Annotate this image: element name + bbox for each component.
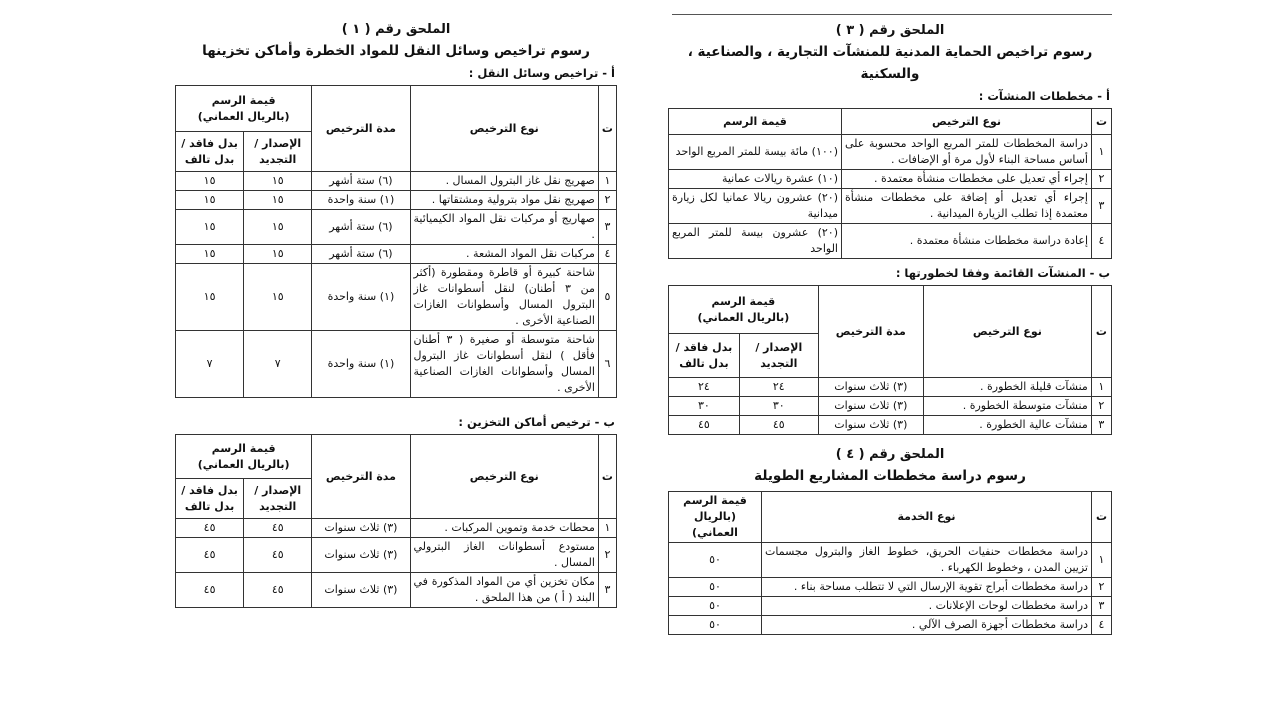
row-lost-fee: ٤٥ bbox=[669, 416, 740, 435]
header-num: ت bbox=[598, 435, 616, 519]
storage-licenses-table bbox=[175, 434, 617, 608]
row-lost-fee: ١٥ bbox=[176, 245, 244, 264]
row-num: ١ bbox=[1092, 543, 1112, 578]
header-license-type: نوع الترخيص bbox=[923, 286, 1091, 378]
row-duration: (١) سنة واحدة bbox=[312, 191, 410, 210]
table-row bbox=[669, 224, 1112, 259]
row-fee: (١٠٠) مائة بيسة للمتر المربع الواحد bbox=[669, 135, 842, 170]
table-row bbox=[176, 191, 617, 210]
plans-fees-table bbox=[668, 108, 1112, 259]
table-row bbox=[669, 170, 1112, 189]
row-num: ٢ bbox=[598, 191, 616, 210]
header-num: ت bbox=[1092, 109, 1112, 135]
row-num: ٥ bbox=[598, 264, 616, 331]
long-projects-table bbox=[668, 491, 1112, 635]
row-type: دراسة المخططات للمتر المربع الواحد محسوبة على أساس مساحة البناء لأول مرة أو الإضافات . bbox=[842, 135, 1092, 170]
header-lost-damaged: بدل فاقد / بدل تالف bbox=[176, 132, 244, 172]
row-fee: (١٠) عشرة ريالات عمانية bbox=[669, 170, 842, 189]
row-num: ٢ bbox=[598, 538, 616, 573]
table-row bbox=[176, 264, 617, 331]
header-num: ت bbox=[1091, 286, 1111, 378]
row-type: إعادة دراسة مخططات منشأة معتمدة . bbox=[842, 224, 1092, 259]
header-fee-currency: (بالريال العماني) bbox=[697, 310, 790, 324]
row-fee: (٢٠) عشرون بيسة للمتر المربع الواحد bbox=[669, 224, 842, 259]
row-num: ١ bbox=[1092, 135, 1112, 170]
row-duration: (١) سنة واحدة bbox=[312, 264, 410, 331]
appendix-4-subtitle: رسوم دراسة مخططات المشاريع الطويلة bbox=[754, 468, 1026, 484]
header-num: ت bbox=[598, 86, 616, 172]
header-fee-value: قيمة الرسم bbox=[711, 294, 776, 308]
row-num: ٤ bbox=[1092, 616, 1112, 635]
table-row bbox=[176, 245, 617, 264]
row-issue-fee: ١٥ bbox=[244, 210, 312, 245]
row-type: صهريج نقل غاز البترول المسال . bbox=[410, 172, 598, 191]
row-fee: (٢٠) عشرون ريالا عمانيا لكل زيارة ميدانية bbox=[669, 189, 842, 224]
row-duration: (٣) ثلاث سنوات bbox=[818, 378, 923, 397]
row-issue-fee: ٤٥ bbox=[244, 519, 312, 538]
row-type: مركبات نقل المواد المشعة . bbox=[410, 245, 598, 264]
header-lost-damaged: بدل فاقد / بدل تالف bbox=[669, 334, 740, 378]
row-issue-fee: ٣٠ bbox=[739, 397, 818, 416]
header-fee bbox=[669, 286, 819, 334]
header-fee-value: قيمة الرسم bbox=[211, 441, 276, 455]
table-row bbox=[669, 189, 1112, 224]
table-row bbox=[176, 210, 617, 245]
row-num: ٣ bbox=[598, 573, 616, 608]
table-row bbox=[669, 616, 1112, 635]
appendix-1-subtitle: رسوم تراخيص وسائل النقل للمواد الخطرة وأماكن تخزينها bbox=[202, 43, 590, 59]
row-issue-fee: ١٥ bbox=[244, 191, 312, 210]
table-row bbox=[669, 543, 1112, 578]
header-num: ت bbox=[1092, 492, 1112, 543]
row-num: ٣ bbox=[1091, 416, 1111, 435]
row-duration: (٦) ستة أشهر bbox=[312, 172, 410, 191]
header-fee-currency: (بالريال العماني) bbox=[197, 109, 290, 123]
header-fee bbox=[669, 492, 762, 543]
row-duration: (٣) ثلاث سنوات bbox=[818, 397, 923, 416]
appendix-4-title: الملحق رقم ( ٤ ) bbox=[835, 447, 945, 462]
row-issue-fee: ٤٥ bbox=[244, 573, 312, 608]
row-fee: ٥٠ bbox=[669, 597, 762, 616]
row-type: شاحنة متوسطة أو صغيرة ( ٣ أطنان فأقل ) لنقل أسطوانات غاز البترول المسال وأسطوانات الغازات الصناعية الأخرى . bbox=[410, 331, 598, 398]
row-type: دراسة مخططات أبراج تقوية الإرسال التي لا تتطلب مساحة بناء . bbox=[762, 578, 1092, 597]
row-lost-fee: ٤٥ bbox=[176, 538, 244, 573]
appendix-3-subtitle: رسوم تراخيص الحماية المدنية للمنشآت التجارية ، والصناعية ، والسكنية bbox=[687, 44, 1093, 82]
table-row bbox=[176, 573, 617, 608]
row-num: ٤ bbox=[1092, 224, 1112, 259]
table-row bbox=[669, 416, 1112, 435]
row-lost-fee: ٤٥ bbox=[176, 573, 244, 608]
row-lost-fee: ١٥ bbox=[176, 264, 244, 331]
row-num: ١ bbox=[1091, 378, 1111, 397]
row-type: منشآت عالية الخطورة . bbox=[923, 416, 1091, 435]
row-type: مستودع أسطوانات الغاز البترولي المسال . bbox=[410, 538, 598, 573]
row-issue-fee: ١٥ bbox=[244, 264, 312, 331]
header-license-type: نوع الترخيص bbox=[410, 435, 598, 519]
row-issue-fee: ٤٥ bbox=[244, 538, 312, 573]
appendix-1-section-b-heading: ب - ترخيص أماكن التخزين : bbox=[458, 415, 615, 429]
header-fee-value: قيمة الرسم bbox=[211, 93, 276, 107]
row-type: منشآت قليلة الخطورة . bbox=[923, 378, 1091, 397]
row-duration: (٣) ثلاث سنوات bbox=[818, 416, 923, 435]
row-lost-fee: ٧ bbox=[176, 331, 244, 398]
table-row bbox=[176, 172, 617, 191]
table-row bbox=[176, 331, 617, 398]
row-duration: (٦) ستة أشهر bbox=[312, 210, 410, 245]
appendix-1-section-a-heading: أ - تراخيص وسائل النقل : bbox=[468, 66, 615, 80]
row-type: صهاريج أو مركبات نقل المواد الكيميائية . bbox=[410, 210, 598, 245]
facilities-risk-table bbox=[668, 285, 1112, 435]
vehicle-licenses-table bbox=[175, 85, 617, 398]
row-num: ١ bbox=[598, 519, 616, 538]
row-duration: (٣) ثلاث سنوات bbox=[312, 538, 410, 573]
row-lost-fee: ١٥ bbox=[176, 172, 244, 191]
row-type: إجراء أي تعديل أو إضافة على مخططات منشأة معتمدة إذا تطلب الزيارة الميدانية . bbox=[842, 189, 1092, 224]
appendix-3-title: الملحق رقم ( ٣ ) bbox=[835, 23, 945, 38]
row-lost-fee: ٢٤ bbox=[669, 378, 740, 397]
header-fee bbox=[176, 86, 312, 132]
row-type: مكان تخزين أي من المواد المذكورة في البند ( أ ) من هذا الملحق . bbox=[410, 573, 598, 608]
table-row bbox=[669, 597, 1112, 616]
row-num: ٣ bbox=[1092, 189, 1112, 224]
row-lost-fee: ١٥ bbox=[176, 210, 244, 245]
header-issue-renew: الإصدار / التجديد bbox=[244, 479, 312, 519]
header-license-type: نوع الترخيص bbox=[410, 86, 598, 172]
row-num: ٢ bbox=[1092, 578, 1112, 597]
header-license-type: نوع الترخيص bbox=[842, 109, 1092, 135]
header-duration: مدة الترخيص bbox=[312, 86, 410, 172]
appendix-3-section-a-heading: أ - مخططات المنشآت : bbox=[978, 89, 1110, 103]
appendix-1-title: الملحق رقم ( ١ ) bbox=[341, 22, 451, 37]
header-service-type: نوع الخدمة bbox=[762, 492, 1092, 543]
row-issue-fee: ١٥ bbox=[244, 245, 312, 264]
row-num: ٤ bbox=[598, 245, 616, 264]
row-num: ٢ bbox=[1091, 397, 1111, 416]
appendix-1 bbox=[175, 20, 617, 608]
row-type: دراسة مخططات حنفيات الحريق، خطوط الغاز والبترول مجسمات تزيين المدن ، وخطوط الكهرباء . bbox=[762, 543, 1092, 578]
header-duration: مدة الترخيص bbox=[312, 435, 410, 519]
row-type: دراسة مخططات لوحات الإعلانات . bbox=[762, 597, 1092, 616]
row-fee: ٥٠ bbox=[669, 578, 762, 597]
table-row bbox=[176, 519, 617, 538]
row-type: دراسة مخططات أجهزة الصرف الآلي . bbox=[762, 616, 1092, 635]
row-issue-fee: ١٥ bbox=[244, 172, 312, 191]
header-fee-value: قيمة الرسم bbox=[669, 109, 842, 135]
row-type: شاحنة كبيرة أو قاطرة ومقطورة (أكثر من ٣ أطنان) لنقل أسطوانات غاز البترول المسال وأسطوانات الغازات الصناعية الأخرى . bbox=[410, 264, 598, 331]
row-duration: (٣) ثلاث سنوات bbox=[312, 519, 410, 538]
header-fee bbox=[176, 435, 312, 479]
row-lost-fee: ٣٠ bbox=[669, 397, 740, 416]
appendix-3-section-b-heading: ب - المنشآت القائمة وفقا لخطورتها : bbox=[895, 266, 1110, 280]
table-row bbox=[669, 135, 1112, 170]
row-type: صهريج نقل مواد بترولية ومشتقاتها . bbox=[410, 191, 598, 210]
row-duration: (٣) ثلاث سنوات bbox=[312, 573, 410, 608]
header-issue-renew: الإصدار / التجديد bbox=[739, 334, 818, 378]
table-row bbox=[176, 538, 617, 573]
row-type: منشآت متوسطة الخطورة . bbox=[923, 397, 1091, 416]
row-duration: (١) سنة واحدة bbox=[312, 331, 410, 398]
header-fee-currency: (بالريال العماني) bbox=[197, 457, 290, 471]
table-row bbox=[669, 578, 1112, 597]
row-issue-fee: ٧ bbox=[244, 331, 312, 398]
header-duration: مدة الترخيص bbox=[818, 286, 923, 378]
top-divider bbox=[672, 14, 1112, 15]
row-issue-fee: ٢٤ bbox=[739, 378, 818, 397]
header-fee-value: قيمة الرسم bbox=[683, 494, 747, 507]
row-type: إجراء أي تعديل على مخططات منشأة معتمدة . bbox=[842, 170, 1092, 189]
row-num: ٦ bbox=[598, 331, 616, 398]
row-issue-fee: ٤٥ bbox=[739, 416, 818, 435]
row-lost-fee: ٤٥ bbox=[176, 519, 244, 538]
table-row bbox=[669, 378, 1112, 397]
appendix-3-and-4 bbox=[668, 14, 1112, 635]
row-type: محطات خدمة وتموين المركبات . bbox=[410, 519, 598, 538]
row-fee: ٥٠ bbox=[669, 543, 762, 578]
row-fee: ٥٠ bbox=[669, 616, 762, 635]
row-num: ٣ bbox=[1092, 597, 1112, 616]
row-num: ١ bbox=[598, 172, 616, 191]
header-fee-currency: (بالريال العماني) bbox=[692, 510, 738, 539]
row-lost-fee: ١٥ bbox=[176, 191, 244, 210]
row-num: ٣ bbox=[598, 210, 616, 245]
table-row bbox=[669, 397, 1112, 416]
header-lost-damaged: بدل فاقد / بدل تالف bbox=[176, 479, 244, 519]
header-issue-renew: الإصدار / التجديد bbox=[244, 132, 312, 172]
row-num: ٢ bbox=[1092, 170, 1112, 189]
row-duration: (٦) ستة أشهر bbox=[312, 245, 410, 264]
